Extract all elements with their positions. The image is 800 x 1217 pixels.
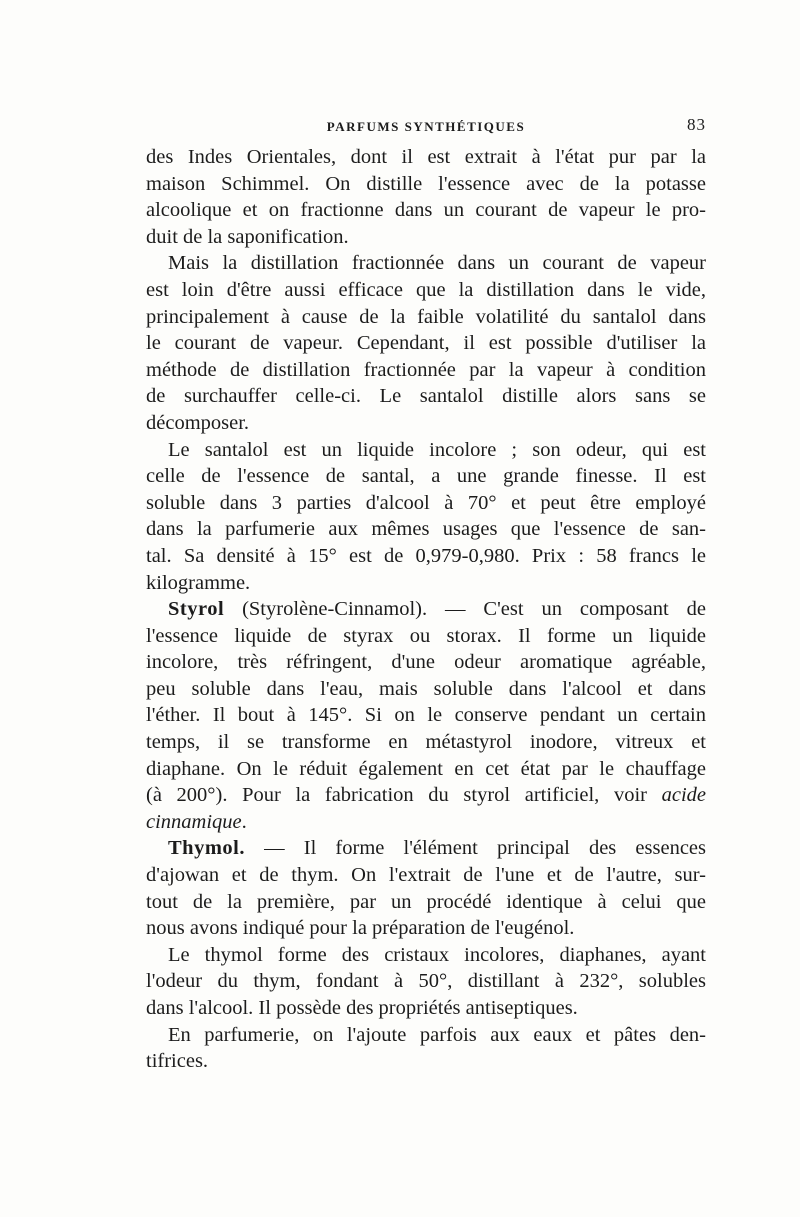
line-text: tal. Sa densité à 15° est de 0,979-0,980. Prix : 58 francs le <box>146 544 706 567</box>
text-line <box>146 197 706 224</box>
text-line <box>146 782 706 809</box>
text-line <box>146 995 706 1022</box>
text-line <box>146 250 706 277</box>
line-text: Le santalol est un liquide incolore ; son odeur, qui est <box>168 438 706 461</box>
line-text: temps, il se transforme en métastyrol inodore, vitreux et <box>146 731 706 754</box>
line-text: dans l'alcool. Il possède des propriétés antiseptiques. <box>146 997 578 1019</box>
line-text: des Indes Orientales, dont il est extrait à l'état pur par la <box>146 146 706 168</box>
text-line <box>146 1022 706 1049</box>
running-title: PARFUMS SYNTHÉTIQUES <box>326 119 526 134</box>
line-text: soluble dans 3 parties d'alcool à 70° et peut être employé <box>146 491 706 514</box>
text-line <box>146 756 706 783</box>
line-text: d'ajowan et de thym. On l'extrait de l'une et de l'autre, sur- <box>146 864 706 887</box>
line-text: nous avons indiqué pour la préparation de l'eugénol. <box>146 917 575 940</box>
italic-reference: cinnamique <box>146 810 242 833</box>
text-line <box>146 1048 706 1075</box>
text-line <box>146 649 706 676</box>
line-text: alcoolique et on fractionne dans un courant de vapeur le pro- <box>146 199 706 222</box>
text-line <box>146 224 706 251</box>
text-line <box>146 277 706 304</box>
text-line <box>146 862 706 889</box>
line-text: Le thymol forme des cristaux incolores, diaphanes, ayant <box>168 943 706 966</box>
line-text: celle de l'essence de santal, a une grande finesse. Il est <box>146 465 706 488</box>
line-text: — Il forme l'élément principal des essences <box>244 837 706 860</box>
text-line <box>146 330 706 357</box>
line-text: est loin d'être aussi efficace que la distillation dans le vide, <box>146 278 706 301</box>
line-text: diaphane. On le réduit également en cet état par le chauffage <box>146 757 706 780</box>
text-line <box>146 702 706 729</box>
line-text: principalement à cause de la faible volatilité du santalol dans <box>146 305 706 328</box>
text-line <box>146 383 706 410</box>
body-text <box>146 144 706 1075</box>
line-text: kilogramme. <box>146 571 251 594</box>
line-text: duit de la saponification. <box>146 225 349 248</box>
text-line <box>146 968 706 995</box>
line-text: l'essence liquide de styrax ou storax. Il forme un liquide <box>146 624 706 647</box>
text-line <box>146 463 706 490</box>
text-line <box>146 596 706 623</box>
entry-heading: Styrol <box>168 598 225 621</box>
text-line <box>146 623 706 650</box>
line-text: de surchauffer celle-ci. Le santalol distille alors sans se <box>146 385 706 408</box>
line-punctuation: . <box>241 810 247 833</box>
text-line <box>146 543 706 570</box>
text-line <box>146 357 706 384</box>
line-text: maison Schimmel. On distille l'essence avec de la potasse <box>146 172 706 195</box>
text-line <box>146 942 706 969</box>
entry-heading: Thymol. <box>168 837 245 860</box>
text-line <box>146 516 706 543</box>
page-header <box>146 113 706 137</box>
text-line <box>146 809 706 836</box>
line-text: (à 200°). Pour la fabrication du styrol artificiel, voir <box>146 784 662 807</box>
line-text: En parfumerie, on l'ajoute parfois aux eaux et pâtes den- <box>168 1023 706 1046</box>
line-text: méthode de distillation fractionnée par la vapeur à condition <box>146 358 706 381</box>
line-text: l'éther. Il bout à 145°. Si on le conserve pendant un certain <box>146 704 706 727</box>
text-line <box>146 171 706 198</box>
text-line <box>146 889 706 916</box>
line-text: dans la parfumerie aux mêmes usages que l'essence de san- <box>146 518 706 541</box>
text-line <box>146 437 706 464</box>
text-line <box>146 144 706 171</box>
text-line <box>146 490 706 517</box>
line-text: (Styrolène-Cinnamol). — C'est un composant de <box>224 598 706 621</box>
page-number: 83 <box>687 115 706 134</box>
line-text: le courant de vapeur. Cependant, il est possible d'utiliser la <box>146 332 706 355</box>
line-text: l'odeur du thym, fondant à 50°, distillant à 232°, solubles <box>146 970 706 993</box>
text-line <box>146 915 706 942</box>
line-text: tifrices. <box>146 1050 209 1073</box>
line-text: décomposer. <box>146 411 250 434</box>
text-line <box>146 729 706 756</box>
text-line <box>146 304 706 331</box>
text-line <box>146 676 706 703</box>
line-text: Mais la distillation fractionnée dans un courant de vapeur <box>168 252 706 275</box>
text-line <box>146 410 706 437</box>
text-line <box>146 835 706 862</box>
text-line <box>146 570 706 597</box>
line-text: incolore, très réfringent, d'une odeur aromatique agréable, <box>146 651 706 674</box>
line-text: tout de la première, par un procédé identique à celui que <box>146 890 706 913</box>
line-text: peu soluble dans l'eau, mais soluble dans l'alcool et dans <box>146 677 706 700</box>
italic-reference: acide <box>661 784 706 807</box>
